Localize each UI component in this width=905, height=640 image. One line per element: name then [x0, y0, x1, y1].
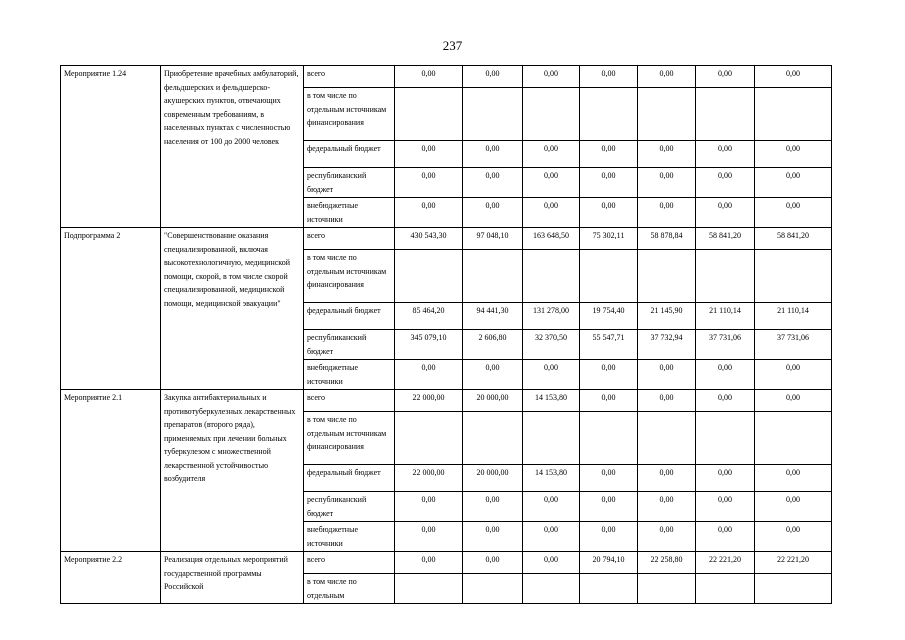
funding-source-cell: всего — [304, 552, 395, 574]
value-cell: 94 441,30 — [463, 303, 523, 330]
value-cell: 0,00 — [463, 522, 523, 552]
value-cell — [696, 574, 755, 604]
value-cell — [463, 412, 523, 465]
value-cell: 0,00 — [580, 492, 638, 522]
page-number: 237 — [442, 38, 463, 53]
value-cell: 0,00 — [523, 552, 580, 574]
value-cell: 21 145,90 — [638, 303, 696, 330]
value-cell: 0,00 — [463, 360, 523, 390]
value-cell: 0,00 — [395, 552, 463, 574]
funding-source-cell: федеральный бюджет — [304, 465, 395, 492]
value-cell — [463, 250, 523, 303]
value-cell — [638, 574, 696, 604]
value-cell: 14 153,80 — [523, 465, 580, 492]
value-cell — [395, 412, 463, 465]
value-cell: 0,00 — [755, 168, 832, 198]
value-cell: 0,00 — [523, 360, 580, 390]
value-cell: 0,00 — [638, 66, 696, 88]
value-cell: 20 000,00 — [463, 390, 523, 412]
value-cell: 0,00 — [463, 141, 523, 168]
funding-source-cell: республиканский бюджет — [304, 168, 395, 198]
value-cell: 97 048,10 — [463, 228, 523, 250]
table-row — [61, 66, 832, 88]
value-cell: 0,00 — [580, 198, 638, 228]
funding-source-cell: федеральный бюджет — [304, 141, 395, 168]
value-cell — [580, 412, 638, 465]
value-cell — [755, 88, 832, 141]
value-cell — [523, 574, 580, 604]
value-cell: 0,00 — [395, 360, 463, 390]
value-cell: 0,00 — [696, 522, 755, 552]
value-cell — [463, 574, 523, 604]
value-cell: 430 543,30 — [395, 228, 463, 250]
value-cell: 32 370,50 — [523, 330, 580, 360]
table-row — [61, 228, 832, 250]
value-cell: 0,00 — [395, 141, 463, 168]
value-cell: 0,00 — [580, 141, 638, 168]
funding-source-cell: в том числе по отдельным источникам финансирования — [304, 412, 395, 465]
value-cell: 0,00 — [755, 522, 832, 552]
value-cell: 22 221,20 — [696, 552, 755, 574]
value-cell: 0,00 — [580, 390, 638, 412]
value-cell: 0,00 — [638, 360, 696, 390]
value-cell — [395, 88, 463, 141]
value-cell: 0,00 — [638, 390, 696, 412]
value-cell: 0,00 — [523, 66, 580, 88]
value-cell — [463, 88, 523, 141]
value-cell: 19 754,40 — [580, 303, 638, 330]
value-cell — [755, 574, 832, 604]
funding-source-cell: всего — [304, 228, 395, 250]
funding-source-cell: республиканский бюджет — [304, 492, 395, 522]
section-name-cell: Мероприятие 2.1 — [61, 390, 161, 552]
value-cell: 0,00 — [696, 465, 755, 492]
funding-source-cell: внебюджетные источники — [304, 522, 395, 552]
section-description-cell: Закупка антибактериальных и противотуберкулезных лекарственных препаратов (второго ряда), применяемых при лечении больных туберкулезом с множественной лекарственной устойчивостью возбудителя — [161, 390, 304, 552]
value-cell: 131 278,00 — [523, 303, 580, 330]
value-cell: 58 878,84 — [638, 228, 696, 250]
value-cell — [755, 250, 832, 303]
value-cell: 0,00 — [755, 141, 832, 168]
value-cell: 345 079,10 — [395, 330, 463, 360]
value-cell: 0,00 — [696, 168, 755, 198]
table-body — [61, 66, 832, 604]
value-cell: 0,00 — [638, 492, 696, 522]
value-cell — [523, 250, 580, 303]
value-cell: 0,00 — [523, 198, 580, 228]
value-cell: 0,00 — [580, 465, 638, 492]
value-cell: 20 794,10 — [580, 552, 638, 574]
value-cell: 0,00 — [395, 492, 463, 522]
value-cell: 0,00 — [696, 360, 755, 390]
value-cell: 58 841,20 — [696, 228, 755, 250]
value-cell — [395, 574, 463, 604]
funding-source-cell: республиканский бюджет — [304, 330, 395, 360]
value-cell — [580, 574, 638, 604]
value-cell: 22 000,00 — [395, 465, 463, 492]
value-cell: 0,00 — [638, 522, 696, 552]
section-name-cell: Подпрограмма 2 — [61, 228, 161, 390]
value-cell: 0,00 — [696, 141, 755, 168]
value-cell: 0,00 — [755, 465, 832, 492]
funding-source-cell: в том числе по отдельным источникам финансирования — [304, 250, 395, 303]
value-cell: 0,00 — [755, 66, 832, 88]
value-cell: 21 110,14 — [696, 303, 755, 330]
value-cell: 37 731,06 — [755, 330, 832, 360]
value-cell: 0,00 — [463, 552, 523, 574]
value-cell: 0,00 — [755, 198, 832, 228]
value-cell — [523, 88, 580, 141]
value-cell: 0,00 — [580, 360, 638, 390]
section-description-cell: Реализация отдельных мероприятий государственной программы Российской — [161, 552, 304, 604]
value-cell: 0,00 — [696, 390, 755, 412]
value-cell: 0,00 — [395, 66, 463, 88]
value-cell — [755, 412, 832, 465]
funding-source-cell: в том числе по отдельным — [304, 574, 395, 604]
value-cell: 0,00 — [755, 360, 832, 390]
value-cell: 0,00 — [638, 198, 696, 228]
value-cell: 37 732,94 — [638, 330, 696, 360]
value-cell: 22 258,80 — [638, 552, 696, 574]
section-name-cell: Мероприятие 1.24 — [61, 66, 161, 228]
value-cell: 163 648,50 — [523, 228, 580, 250]
funding-source-cell: внебюджетные источники — [304, 360, 395, 390]
value-cell: 0,00 — [580, 522, 638, 552]
value-cell: 0,00 — [395, 168, 463, 198]
section-description-cell: "Совершенствование оказания специализированной, включая высокотехнологичную, медицинской помощи, скорой, в том числе скорой специализированной, медицинской помощи, медицинской эвакуации" — [161, 228, 304, 390]
value-cell — [638, 412, 696, 465]
value-cell: 0,00 — [523, 492, 580, 522]
section-description-cell: Приобретение врачебных амбулаторий, фельдшерских и фельдшерско-акушерских пунктов, отвечающих современным требованиям, в населенных пунктах с численностью населения от 100 до 2000 человек — [161, 66, 304, 228]
value-cell — [395, 250, 463, 303]
value-cell: 0,00 — [580, 66, 638, 88]
value-cell: 37 731,06 — [696, 330, 755, 360]
value-cell: 0,00 — [463, 168, 523, 198]
budget-table — [60, 65, 832, 604]
value-cell: 0,00 — [638, 141, 696, 168]
value-cell: 0,00 — [523, 141, 580, 168]
table-row — [61, 552, 832, 574]
value-cell: 2 606,80 — [463, 330, 523, 360]
value-cell: 22 221,20 — [755, 552, 832, 574]
value-cell: 21 110,14 — [755, 303, 832, 330]
value-cell: 0,00 — [463, 66, 523, 88]
value-cell — [523, 412, 580, 465]
value-cell: 85 464,20 — [395, 303, 463, 330]
value-cell — [696, 88, 755, 141]
funding-source-cell: всего — [304, 66, 395, 88]
value-cell: 0,00 — [755, 390, 832, 412]
value-cell: 20 000,00 — [463, 465, 523, 492]
funding-source-cell: всего — [304, 390, 395, 412]
value-cell — [696, 250, 755, 303]
value-cell: 0,00 — [395, 198, 463, 228]
value-cell: 0,00 — [696, 492, 755, 522]
value-cell — [580, 250, 638, 303]
value-cell — [696, 412, 755, 465]
value-cell: 55 547,71 — [580, 330, 638, 360]
value-cell — [638, 250, 696, 303]
value-cell: 0,00 — [638, 465, 696, 492]
value-cell — [638, 88, 696, 141]
value-cell: 0,00 — [395, 522, 463, 552]
funding-source-cell: в том числе по отдельным источникам финансирования — [304, 88, 395, 141]
value-cell: 58 841,20 — [755, 228, 832, 250]
value-cell: 0,00 — [463, 198, 523, 228]
value-cell: 0,00 — [696, 198, 755, 228]
value-cell: 14 153,80 — [523, 390, 580, 412]
value-cell: 0,00 — [523, 522, 580, 552]
funding-source-cell: федеральный бюджет — [304, 303, 395, 330]
value-cell: 0,00 — [696, 66, 755, 88]
value-cell: 0,00 — [638, 168, 696, 198]
value-cell: 75 302,11 — [580, 228, 638, 250]
value-cell: 0,00 — [523, 168, 580, 198]
value-cell: 0,00 — [580, 168, 638, 198]
value-cell: 22 000,00 — [395, 390, 463, 412]
value-cell: 0,00 — [463, 492, 523, 522]
table-row — [61, 390, 832, 412]
value-cell — [580, 88, 638, 141]
value-cell: 0,00 — [755, 492, 832, 522]
funding-source-cell: внебюджетные источники — [304, 198, 395, 228]
section-name-cell: Мероприятие 2.2 — [61, 552, 161, 604]
